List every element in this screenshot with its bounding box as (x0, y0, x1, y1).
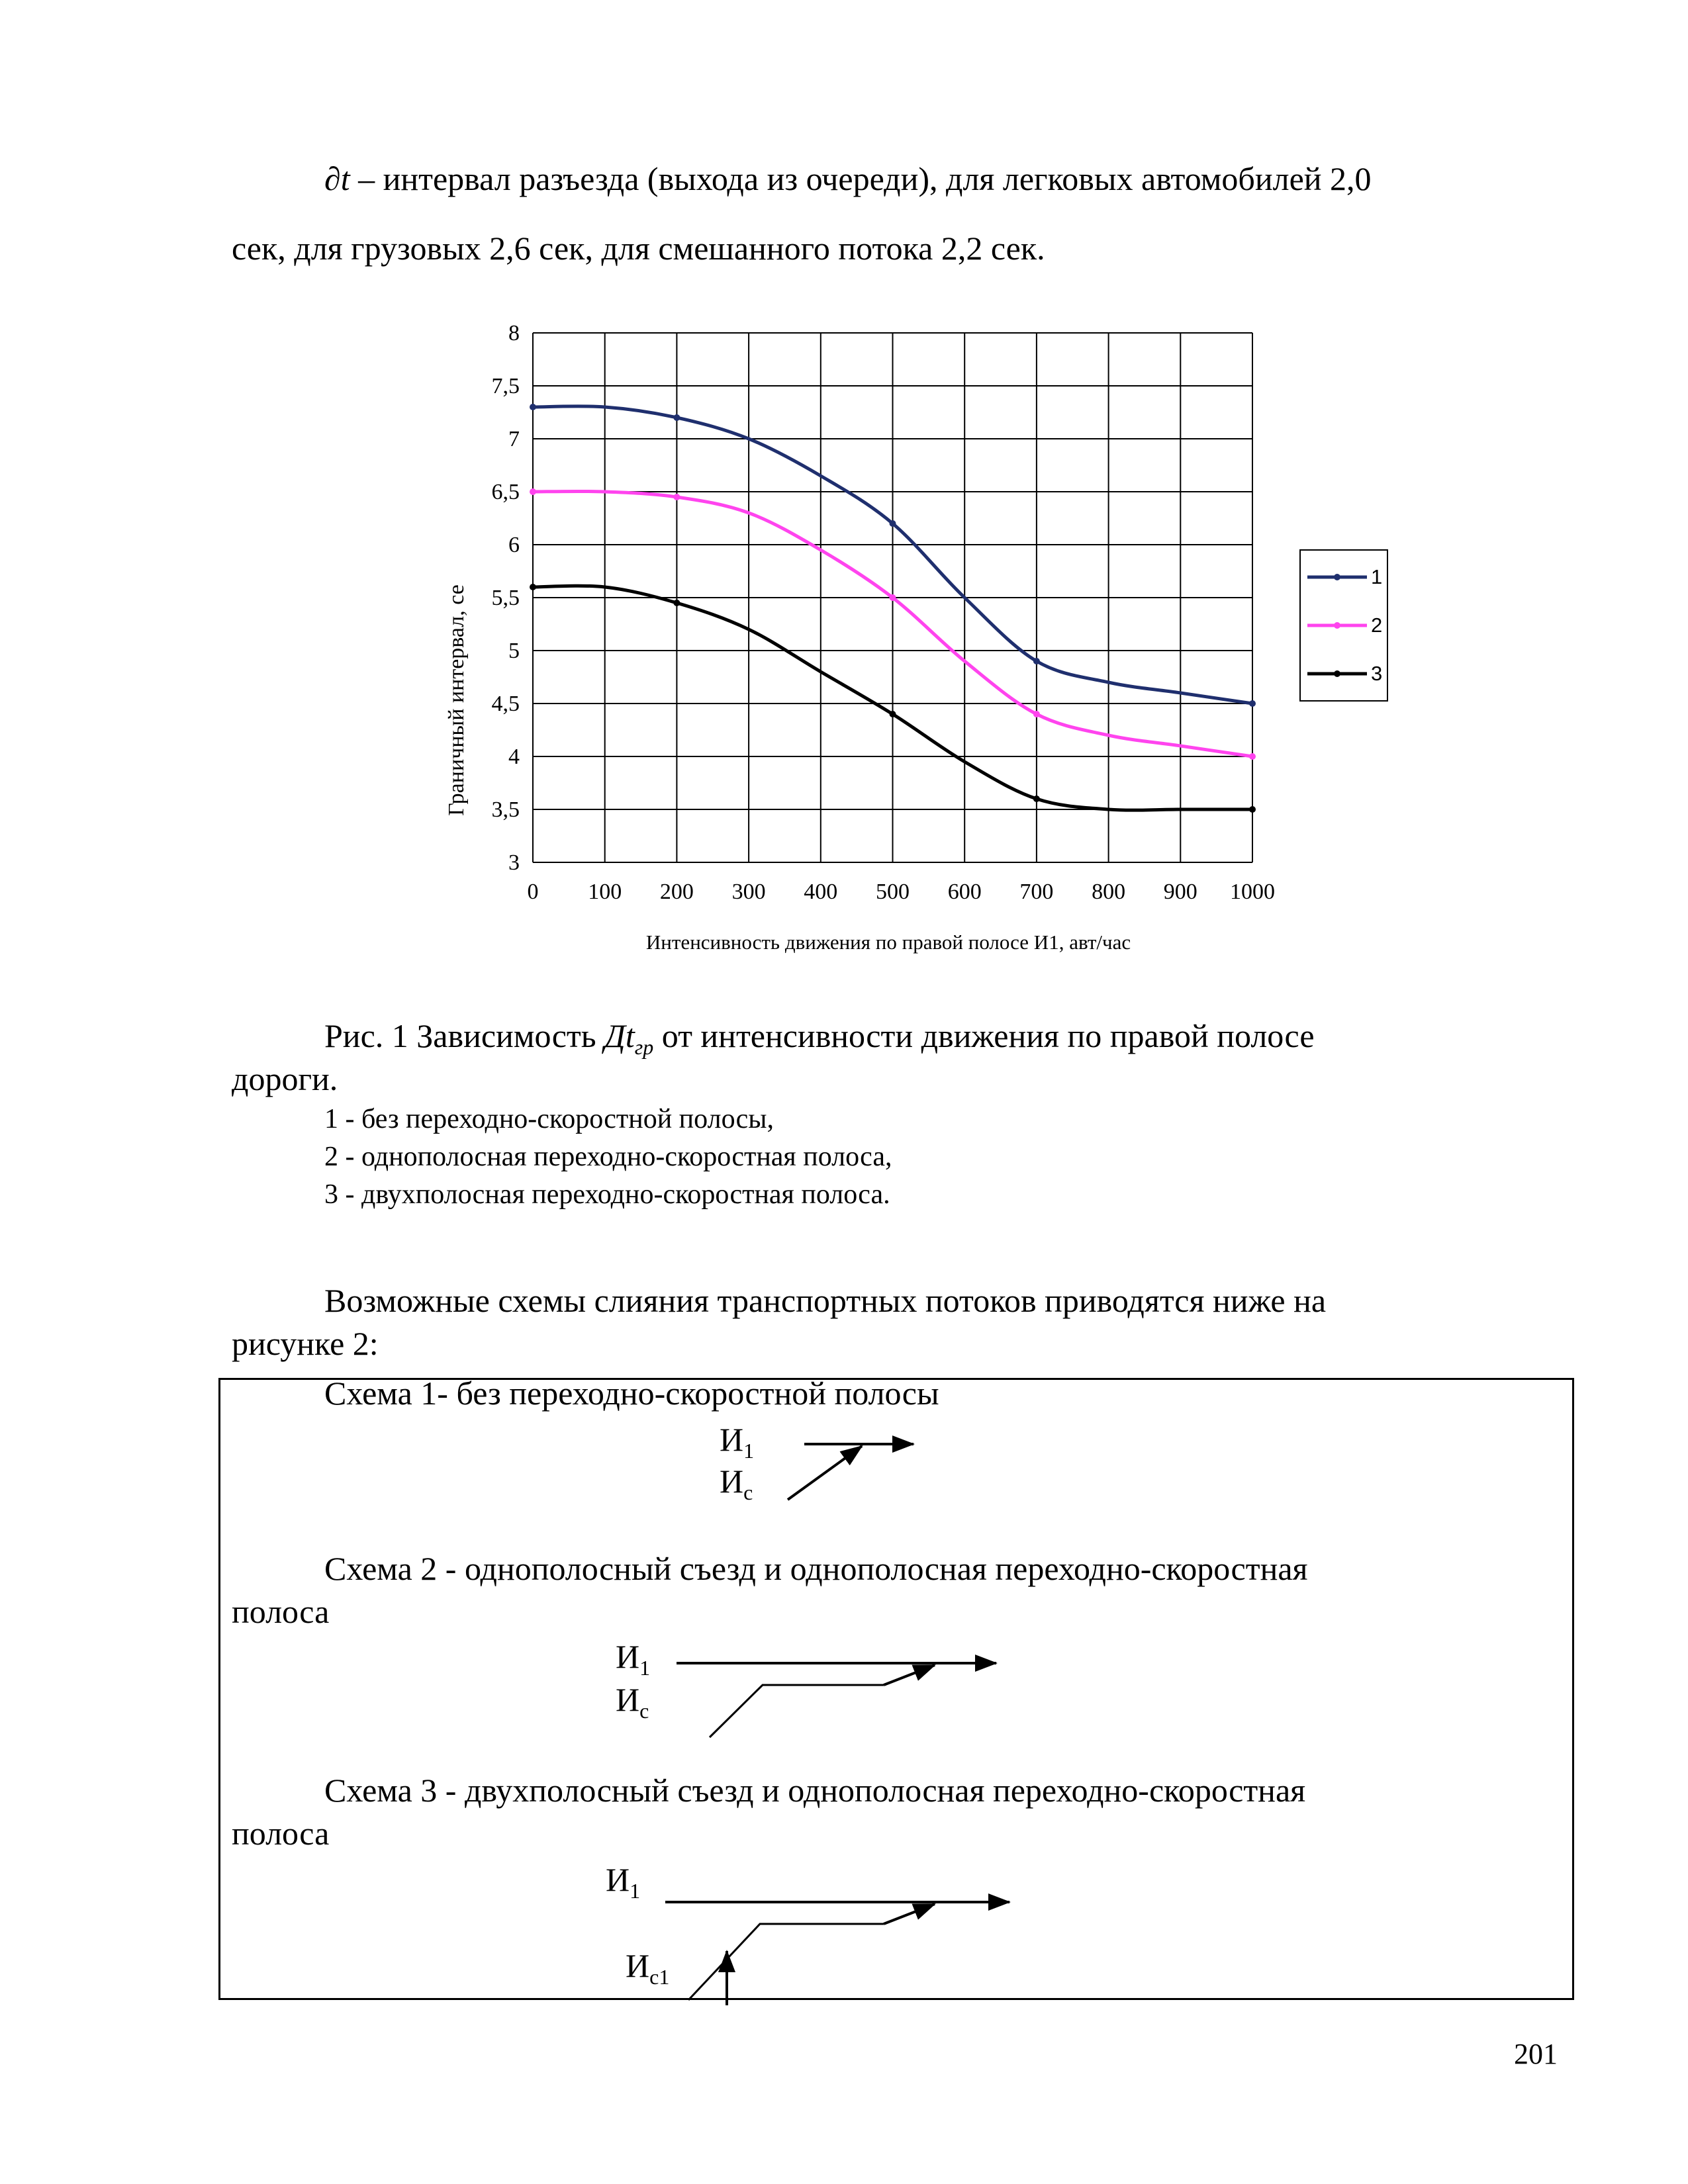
caption-suffix: от интенсивности движения по правой полосе (653, 1017, 1315, 1054)
x-tick-label: 800 (1092, 880, 1126, 904)
x-tick-label: 900 (1163, 880, 1197, 904)
x-tick-label: 0 (527, 880, 539, 904)
delta-t-symbol: ∂t (324, 160, 350, 197)
scheme-2-merge-path (710, 1685, 884, 1737)
x-tick-label: 100 (588, 880, 622, 904)
caption-item-2: 2 - однополосная переходно-скоростная полоса, (324, 1142, 892, 1172)
x-tick-label: 500 (876, 880, 910, 904)
y-tick-label: 5,5 (491, 586, 520, 610)
x-tick-label: 600 (947, 880, 982, 904)
scheme-2-merge-arrow (884, 1665, 935, 1685)
scheme-2-title-2: полоса (232, 1593, 330, 1630)
caption-symbol-sub: гр (634, 1035, 654, 1059)
scheme-2-l1: И (616, 1638, 640, 1675)
scheme-2-l2: И (616, 1681, 640, 1718)
y-tick-label: 3 (508, 850, 520, 875)
scheme-2-l2-sub: с (639, 1699, 649, 1723)
scheme-1-l1-sub: 1 (743, 1439, 755, 1463)
scheme-1-title: Схема 1- без переходно-скоростной полосы (324, 1375, 939, 1412)
x-tick-label: 1000 (1230, 880, 1275, 904)
scheme-3-l1: И (606, 1861, 630, 1898)
caption-line-2: дороги. (232, 1060, 338, 1097)
schemes-intro-line-2: рисунке 2: (232, 1325, 379, 1362)
scheme-3-title: Схема 3 - двухполосный съезд и однополосная переходно-скоростная (324, 1772, 1306, 1809)
scheme-3-l2: И (626, 1947, 650, 1984)
scheme-1-l2-sub: с (743, 1480, 753, 1504)
scheme-3-l2-sub: с1 (649, 1965, 670, 1989)
y-axis-label: Граничный интервал, се (444, 584, 469, 816)
scheme-3-l1-sub: 1 (630, 1879, 641, 1903)
schemes-intro-line-1: Возможные схемы слияния транспортных потоков приводятся ниже на (324, 1282, 1327, 1319)
page-number: 201 (1514, 2038, 1558, 2070)
caption-prefix: Рис. 1 Зависимость (324, 1017, 605, 1054)
scheme-3-merge-arrow (884, 1904, 935, 1924)
x-tick-label: 300 (731, 880, 766, 904)
caption-item-1: 1 - без переходно-скоростной полосы, (324, 1104, 774, 1134)
y-tick-label: 3,5 (491, 797, 520, 822)
x-tick-label: 200 (659, 880, 694, 904)
scheme-1-l2: И (720, 1463, 744, 1500)
legend-label-1: 1 (1371, 565, 1383, 588)
y-tick-label: 7,5 (491, 374, 520, 398)
x-tick-label: 400 (804, 880, 838, 904)
y-tick-label: 6,5 (491, 480, 520, 504)
scheme-1-merge-arrow (788, 1446, 862, 1500)
caption-symbol: Дt (604, 1017, 635, 1054)
legend-label-3: 3 (1371, 662, 1383, 685)
x-axis-label: Интенсивность движения по правой полосе И1, авт/час (645, 931, 1131, 954)
scheme-2-l1-sub: 1 (639, 1656, 651, 1680)
y-tick-label: 5 (508, 639, 520, 663)
x-tick-label: 700 (1019, 880, 1054, 904)
y-tick-label: 7 (508, 427, 520, 451)
y-tick-label: 4 (508, 745, 520, 769)
scheme-1-l1: И (720, 1421, 744, 1458)
caption-item-3: 3 - двухполосная переходно-скоростная полоса. (324, 1179, 890, 1210)
legend-label-2: 2 (1371, 614, 1383, 637)
scheme-3-title-2: полоса (232, 1815, 330, 1852)
y-tick-label: 8 (508, 321, 520, 345)
intro-line-1-text: – интервал разъезда (выхода из очереди), для легковых автомобилей 2,0 (350, 160, 1372, 197)
y-tick-label: 6 (508, 533, 520, 557)
scheme-3-merge-path (688, 1924, 884, 2000)
scheme-2-title: Схема 2 - однополосный съезд и однополосная переходно-скоростная (324, 1550, 1308, 1587)
y-tick-label: 4,5 (491, 692, 520, 716)
intro-line-2: сек, для грузовых 2,6 сек, для смешанного потока 2,2 сек. (232, 230, 1045, 267)
